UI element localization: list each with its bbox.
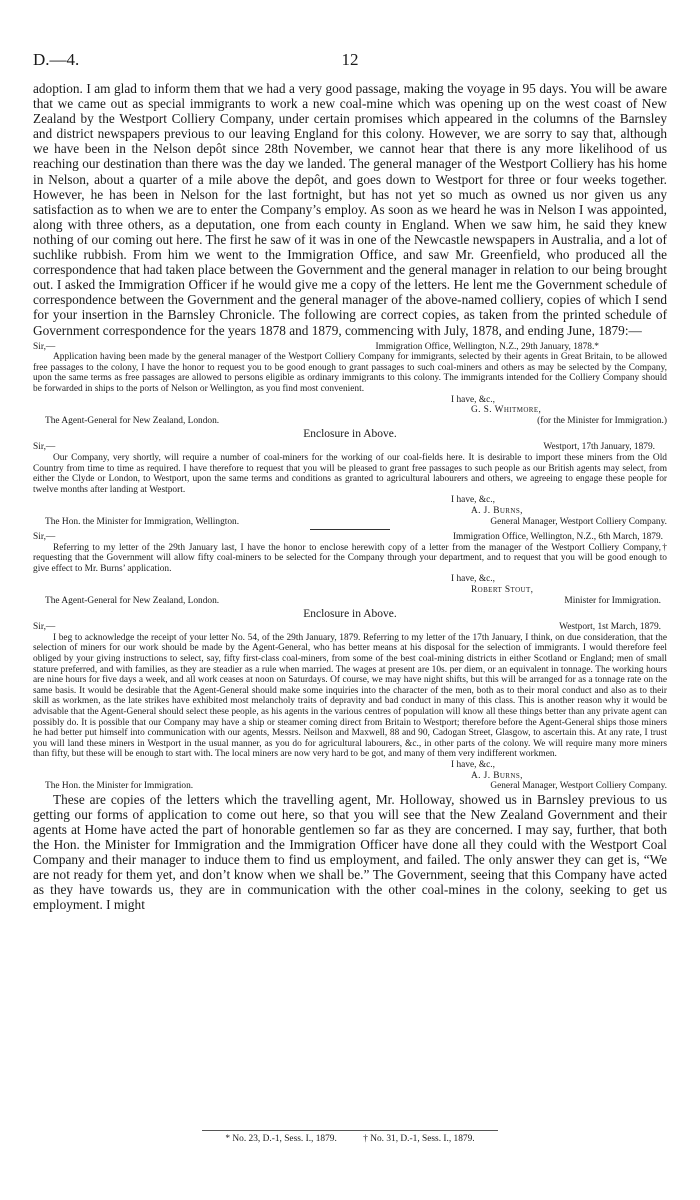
- letter-4-dateline: Westport, 1st March, 1879.: [559, 622, 661, 633]
- page-header: [0, 50, 700, 74]
- letter-4-addressee: The Hon. the Minister for Immigration.: [45, 781, 194, 792]
- footnote-2: † No. 31, D.-1, Sess. I., 1879.: [363, 1134, 475, 1144]
- letter-3-addressee: The Agent-General for New Zealand, London.: [45, 595, 220, 606]
- letter-4-signature: A. J. Burns,: [471, 770, 523, 781]
- letter-2-salutation: Sir,—: [33, 442, 56, 453]
- footnotes: [0, 1134, 700, 1144]
- letter-1-body: Application having been made by the general manager of the Westport Colliery Company for immigrants, selected by their agents in Great Britain, to be allowed free passages to the colony, I have the honor to request you to be good enough to grant passages to such coal-miners and others as may be selected by the Company, upon the same terms as free passages are allowed to persons eligible as ordinary immigrants to this colony. The immigrants intended for the Colliery Company should be forwarded in ships to the ports of Nelson or Wellington, as you find most convenient.: [33, 352, 667, 394]
- letter-4-signer-title: General Manager, Westport Colliery Company.: [490, 781, 667, 792]
- letter-3-closing: I have, &c.,: [451, 574, 495, 585]
- letter-3-signer-title: Minister for Immigration.: [564, 595, 661, 606]
- document-body: [33, 81, 667, 913]
- letter-1-dateline: Immigration Office, Wellington, N.Z., 29th January, 1878.*: [375, 341, 599, 352]
- enclosure-heading-1: Enclosure in Above.: [303, 428, 397, 441]
- page-number: 12: [341, 50, 359, 69]
- letter-4-body: I beg to acknowledge the receipt of your letter No. 54, of the 29th January, 1879. Referring to my letter of the 17th January, I think, on due consideration, that the selection of miners for our work should be made by the Agent-General, who has better means at his disposal for the selection of immigrants. I would therefore feel obliged by your giving instructions to select, say, fifty first-class coal-miners, from some of the best coal-mining districts in either Scotland or England; men of small stature preferred, and with families, as they are steadier as a rule when married. The wages at present are 10s. per diem, or an equivalent in tonnage. The working hours are nine hours for five days a week, and all work ceases at noon on Saturdays. Of course, we may have night shifts, but this will be arranged for as a tonnage rate on the same basis. It would be desirable that the Agent-General should make some inquiries into the character of the men, both as to their moral conduct and also as to their skill as workmen, as the late strikes have exhibited most melancholy traits of depravity and bad conduct in many of this class. This is another reason why it would be advisable that the Agent-General should select these people, as his agents in the various centres of population will know all these things better than any private agent can possibly do. It is possible that our Company may have a ship or steamer coming direct from Britain to Westport; therefore before the Agent-General ships those miners he had better put himself into communication with our agents, Messrs. Neilson and Maxwell, 88 and 90, Cadogan Street, Glasgow, to ascertain this. At any rate, I trust you will land these miners in Westport in the usual manner, as you do for agricultural labourers, &c., in other parts of the colony. We will require many more miners than fifty, but these will be enough to start with. The local miners are now very hard to be got, and many of them very indifferent workmen.: [33, 632, 667, 760]
- letter-1-signer-title: (for the Minister for Immigration.): [537, 415, 667, 426]
- letter-1: [33, 342, 667, 427]
- letter-4-salutation: Sir,—: [33, 622, 56, 633]
- letter-2-addressee: The Hon. the Minister for Immigration, Wellington.: [45, 516, 240, 527]
- letter-2-signature: A. J. Burns,: [471, 505, 523, 516]
- letter-2-closing: I have, &c.,: [451, 495, 495, 506]
- letter-3-body: Referring to my letter of the 29th January last, I have the honor to enclose herewith copy of a letter from the manager of the Westport Colliery Company,† requesting that the Government will allow fifty coal-miners to be selected for the Company through your department, and to request that you will be good enough to give effect to Mr. Burns’ application.: [33, 542, 667, 574]
- letter-4-closing: I have, &c.,: [451, 759, 495, 770]
- outro-paragraph: These are copies of the letters which the travelling agent, Mr. Holloway, showed us in Barnsley previous to us getting our forms of application to come out here, so that you will see that the New Zealand Government and their agents at Home have acted the part of honorable gentlemen so far as they are concerned. I may say, further, that both the Hon. the Minister for Immigration and the Immigration Officer have done all they could with the Westport Coal Company and their manager to induce them to find us employment, and failed. The only answer they can get is, “We are not ready for them yet, and don’t know when we shall be.” The Government, seeing that this Company have acted as they have towards us, they are in communication with the other coal-mines in the colony, seeking to get us employment. I might: [33, 791, 667, 913]
- enclosure-heading-2: Enclosure in Above.: [303, 608, 397, 621]
- letter-4: [33, 622, 667, 792]
- letter-3-dateline: Immigration Office, Wellington, N.Z., 6th March, 1879.: [452, 532, 663, 543]
- footnote-rule: [202, 1130, 498, 1131]
- letter-1-signature: G. S. Whitmore,: [471, 405, 542, 416]
- letter-2-dateline: Westport, 17th January, 1879.: [543, 442, 655, 453]
- intro-paragraph: adoption. I am glad to inform them that we had a very good passage, making the voyage in 95 days. You will be aware that we came out as special immigrants to work a new coal-mine which was opening up on the west coast of New Zealand by the Westport Colliery Company, under certain promises which appeared in the columns of the Barnsley and district newspapers previous to our leaving England for this colony. However, we are sorry to say that, although we have been in the Nelson depôt since 28th November, we cannot hear that there is any more likelihood of us reaching our destination than there was the day we landed. The general manager of the Westport Colliery has his home in Nelson, about a quarter of a mile above the depôt, and goes down to Westport for three or four weeks together. However, he has been in Nelson for the last fortnight, but has not yet so much as owned us nor given us any satisfaction as to when we are to enter the Company’s employ. As soon as we heard he was in Nelson I was appointed, along with three others, as a deputation, one from each county in England. When we saw him, he said they knew nothing of our coming out here. The first he saw of it was in one of the Newcastle newspapers in Australia, and a lot of suchlike rubbish. From him we went to the Immigration Office, and saw Mr. Greenfield, who produced all the correspondence that had taken place between the Government and the general manager in relation to our being brought out. I asked the Immigration Officer if he would give me a copy of the letters. He lent me the Government schedule of correspondence between the Government and the general manager of the above-named colliery, copies of which I send for your insertion in the Barnsley Chronicle. The following are correct copies, as taken from the printed schedule of Government correspondence for the years 1878 and 1879, commencing with July, 1878, and ending June, 1879:—: [33, 81, 667, 338]
- letter-2-signer-title: General Manager, Westport Colliery Company.: [490, 516, 667, 527]
- letter-3: [33, 532, 667, 606]
- letter-2-body: Our Company, very shortly, will require a number of coal-miners for the working of our coal-fields here. It is desirable to import these miners from the Old Country from time to time as required. I have therefore to request that you will be pleased to grant free passages to such people as our British agents may select, from either the Clyde or London, to Westport, upon the same terms and conditions as granted to agricultural labourers and others, we agreeing to engage these people for twelve months after landing at Westport.: [33, 452, 667, 495]
- letter-2: [33, 442, 667, 527]
- letter-3-salutation: Sir,—: [33, 532, 56, 543]
- letter-1-addressee: The Agent-General for New Zealand, London.: [45, 415, 220, 426]
- letter-1-closing: I have, &c.,: [451, 394, 495, 405]
- letter-1-salutation: Sir,—: [33, 341, 56, 352]
- section-divider: [310, 529, 390, 530]
- footnote-1: * No. 23, D.-1, Sess. I., 1879.: [225, 1134, 337, 1144]
- document-reference: D.—4.: [33, 50, 80, 69]
- letter-3-signature: Robert Stout,: [471, 585, 534, 596]
